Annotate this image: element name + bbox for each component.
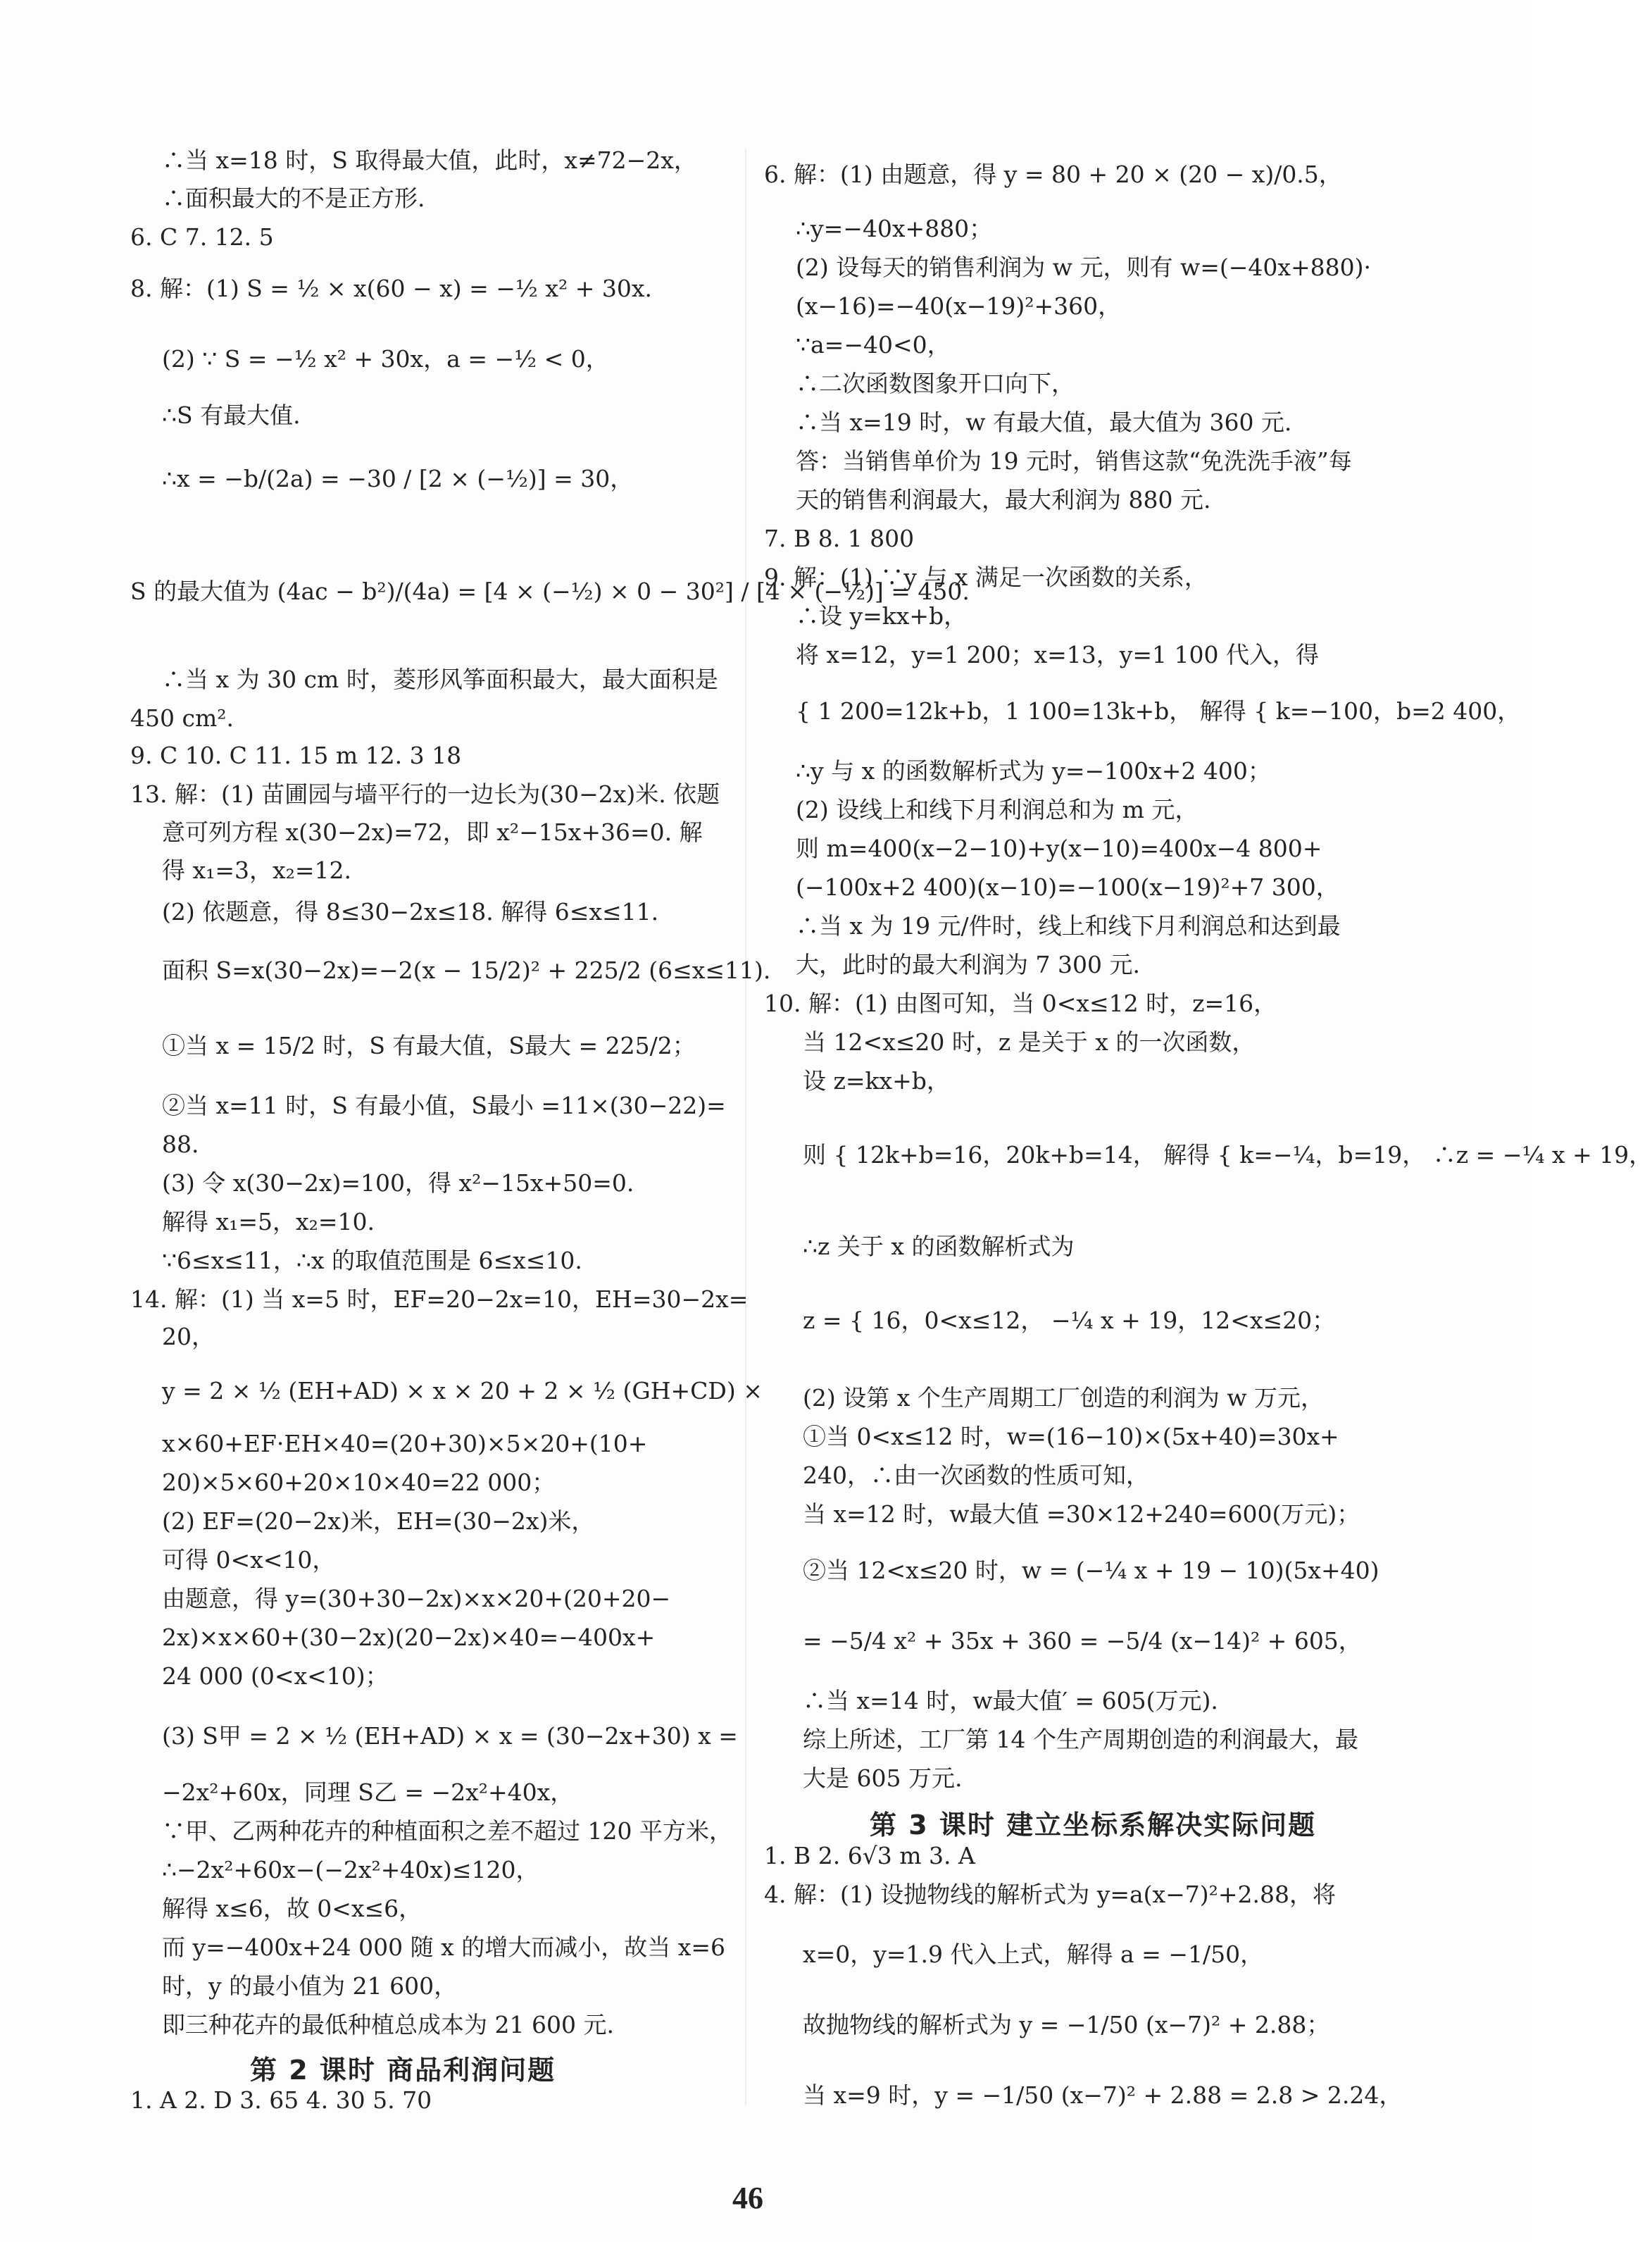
line: ∵甲、乙两种花卉的种植面积之差不超过 120 平方米， bbox=[162, 1817, 732, 1845]
line: = −5/4 x² + 35x + 360 = −5/4 (x−14)² + 605， bbox=[803, 1627, 1362, 1655]
line: z = { 16，0<x≤12， −¼ x + 19，12<x≤20； bbox=[803, 1307, 1336, 1334]
line: 10. 解：(1) 由图可知，当 0<x≤12 时，z=16， bbox=[764, 990, 1277, 1017]
line: 4. 解：(1) 设抛物线的解析式为 y=a(x−7)²+2.88，将 bbox=[764, 1881, 1337, 1908]
line: 20， bbox=[162, 1323, 215, 1350]
line: ∵a=−40<0， bbox=[796, 331, 951, 359]
line: 意可列方程 x(30−2x)=72，即 x²−15x+36=0. 解 bbox=[162, 818, 703, 846]
line: (2) 设线上和线下月利润总和为 m 元， bbox=[796, 796, 1199, 823]
line: ∴z 关于 x 的函数解析式为 bbox=[803, 1233, 1075, 1260]
line: 450 cm². bbox=[130, 704, 234, 732]
line: 13. 解：(1) 苗圃园与墙平行的一边长为(30−2x)米. 依题 bbox=[130, 780, 720, 808]
line: (2) EF=(20−2x)米，EH=(30−2x)米， bbox=[162, 1507, 595, 1535]
line: (2) 依题意，得 8≤30−2x≤18. 解得 6≤x≤11. bbox=[162, 898, 659, 926]
line: ∴y 与 x 的函数解析式为 y=−100x+2 400； bbox=[796, 757, 1271, 785]
line: (2) ∵ S = −½ x² + 30x，a = −½ < 0， bbox=[162, 345, 609, 373]
section-heading: 第 2 课时 商品利润问题 bbox=[250, 2055, 556, 2086]
line: x×60+EF·EH×40=(20+30)×5×20+(10+ bbox=[162, 1430, 648, 1457]
line: (3) S甲 = 2 × ½ (EH+AD) × x = (30−2x+30) x = bbox=[162, 1722, 738, 1750]
line: 8. 解：(1) S = ½ × x(60 − x) = −½ x² + 30x. bbox=[130, 275, 652, 302]
line: 20)×5×60+20×10×40=22 000； bbox=[162, 1469, 556, 1496]
section-heading: 第 3 课时 建立坐标系解决实际问题 bbox=[870, 1810, 1317, 1841]
line: ∴−2x²+60x−(−2x²+40x)≤120， bbox=[162, 1856, 539, 1883]
line: { 1 200=12k+b，1 100=13k+b， 解得 { k=−100，b=2 400， bbox=[796, 697, 1521, 725]
line: 2x)×x×60+(30−2x)(20−2x)×40=−400x+ bbox=[162, 1624, 656, 1651]
line: 当 12<x≤20 时，z 是关于 x 的一次函数， bbox=[803, 1028, 1256, 1056]
line: 故抛物线的解析式为 y = −1/50 (x−7)² + 2.88； bbox=[803, 2011, 1330, 2038]
line: ①当 x = 15/2 时，S 有最大值，S最大 = 225/2； bbox=[162, 1032, 696, 1059]
line: 1. B 2. 6√3 m 3. A bbox=[764, 1842, 975, 1869]
line: (3) 令 x(30−2x)=100，得 x²−15x+50=0. bbox=[162, 1169, 634, 1197]
line: 当 x=9 时，y = −1/50 (x−7)² + 2.88 = 2.8 > 2.24， bbox=[803, 2081, 1403, 2109]
line: 14. 解：(1) 当 x=5 时，EF=20−2x=10，EH=30−2x= bbox=[130, 1285, 749, 1313]
line: 240，∴由一次函数的性质可知， bbox=[803, 1462, 1149, 1489]
line: (2) 设第 x 个生产周期工厂创造的利润为 w 万元， bbox=[803, 1384, 1325, 1412]
line: ②当 x=11 时，S 有最小值，S最小 =11×(30−22)= bbox=[162, 1092, 726, 1119]
line: (x−16)=−40(x−19)²+360， bbox=[796, 292, 1122, 320]
column-divider bbox=[745, 148, 746, 2106]
line: 6. 解：(1) 由题意，得 y = 80 + 20 × (20 − x)/0.5， bbox=[764, 161, 1342, 188]
line: ∴二次函数图象开口向下， bbox=[796, 370, 1075, 397]
line: 当 x=12 时，w最大值 =30×12+240=600(万元)； bbox=[803, 1500, 1360, 1528]
line: y = 2 × ½ (EH+AD) × x × 20 + 2 × ½ (GH+CD) × bbox=[162, 1377, 763, 1405]
line: ①当 0<x≤12 时，w=(16−10)×(5x+40)=30x+ bbox=[803, 1423, 1339, 1450]
line: 大是 605 万元. bbox=[803, 1764, 963, 1792]
line: 9. C 10. C 11. 15 m 12. 3 18 bbox=[130, 742, 462, 769]
line: 设 z=kx+b， bbox=[803, 1067, 950, 1095]
line: 将 x=12，y=1 200；x=13，y=1 100 代入，得 bbox=[796, 641, 1320, 668]
line: (2) 设每天的销售利润为 w 元，则有 w=(−40x+880)· bbox=[796, 254, 1371, 281]
line: ∴当 x=18 时，S 取得最大值，此时，x≠72−2x， bbox=[162, 147, 697, 174]
line: 由题意，得 y=(30+30−2x)×x×20+(20+20− bbox=[162, 1585, 671, 1612]
line: ∴S 有最大值. bbox=[162, 401, 301, 429]
line: ∴设 y=kx+b， bbox=[796, 602, 968, 630]
line: −2x²+60x，同理 S乙 = −2x²+40x， bbox=[162, 1779, 574, 1806]
page-number: 46 bbox=[732, 2181, 763, 2215]
line: 解得 x≤6，故 0<x≤6， bbox=[162, 1895, 423, 1922]
line: ∴当 x=19 时，w 有最大值，最大值为 360 元. bbox=[796, 409, 1292, 436]
line: 面积 S=x(30−2x)=−2(x − 15/2)² + 225/2 (6≤x≤11). bbox=[162, 957, 771, 984]
line: 得 x₁=3，x₂=12. bbox=[162, 857, 351, 884]
line: 24 000 (0<x<10)； bbox=[162, 1662, 389, 1690]
line: 即三种花卉的最低种植总成本为 21 600 元. bbox=[162, 2011, 614, 2038]
line: 解得 x₁=5，x₂=10. bbox=[162, 1208, 375, 1235]
line: 答：当销售单价为 19 元时，销售这款“免洗洗手液”每 bbox=[796, 447, 1352, 475]
line: 而 y=−400x+24 000 随 x 的增大而减小，故当 x=6 bbox=[162, 1933, 725, 1961]
line: ∴y=−40x+880； bbox=[796, 215, 993, 242]
line: x=0，y=1.9 代入上式，解得 a = −1/50， bbox=[803, 1941, 1264, 1968]
line: ②当 12<x≤20 时，w = (−¼ x + 19 − 10)(5x+40) bbox=[803, 1557, 1379, 1584]
line: 大，此时的最大利润为 7 300 元. bbox=[796, 951, 1140, 978]
line: ∴当 x=14 时，w最大值′ = 605(万元). bbox=[803, 1687, 1218, 1714]
line: 综上所述，工厂第 14 个生产周期创造的利润最大，最 bbox=[803, 1726, 1358, 1753]
line: (−100x+2 400)(x−10)=−100(x−19)²+7 300， bbox=[796, 873, 1339, 901]
line: 1. A 2. D 3. 65 4. 30 5. 70 bbox=[130, 2086, 432, 2114]
line: 9. 解：(1) ∵y 与 x 满足一次函数的关系， bbox=[764, 563, 1208, 591]
line: ∴面积最大的不是正方形. bbox=[162, 185, 425, 212]
line: 6. C 7. 12. 5 bbox=[130, 223, 274, 251]
line: ∴x = −b/(2a) = −30 / [2 × (−½)] = 30， bbox=[162, 465, 634, 492]
line: 则 { 12k+b=16，20k+b=14， 解得 { k=−¼，b=19， ∴z = −¼ x + 19， bbox=[803, 1141, 1652, 1169]
line: 7. B 8. 1 800 bbox=[764, 525, 915, 552]
line: 可得 0<x<10， bbox=[162, 1546, 336, 1574]
line: 时，y 的最小值为 21 600， bbox=[162, 1972, 458, 2000]
line: ∴当 x 为 19 元/件时，线上和线下月利润总和达到最 bbox=[796, 912, 1341, 940]
line: 则 m=400(x−2−10)+y(x−10)=400x−4 800+ bbox=[796, 835, 1322, 862]
line: ∴当 x 为 30 cm 时，菱形风筝面积最大，最大面积是 bbox=[162, 666, 718, 693]
line: ∵6≤x≤11，∴x 的取值范围是 6≤x≤10. bbox=[162, 1247, 582, 1274]
line: 天的销售利润最大，最大利润为 880 元. bbox=[796, 486, 1211, 513]
line: 88. bbox=[162, 1131, 199, 1158]
line: S 的最大值为 (4ac − b²)/(4a) = [4 × (−½) × 0 − 30²] / [4 × (−½)] = 450. bbox=[130, 578, 970, 605]
